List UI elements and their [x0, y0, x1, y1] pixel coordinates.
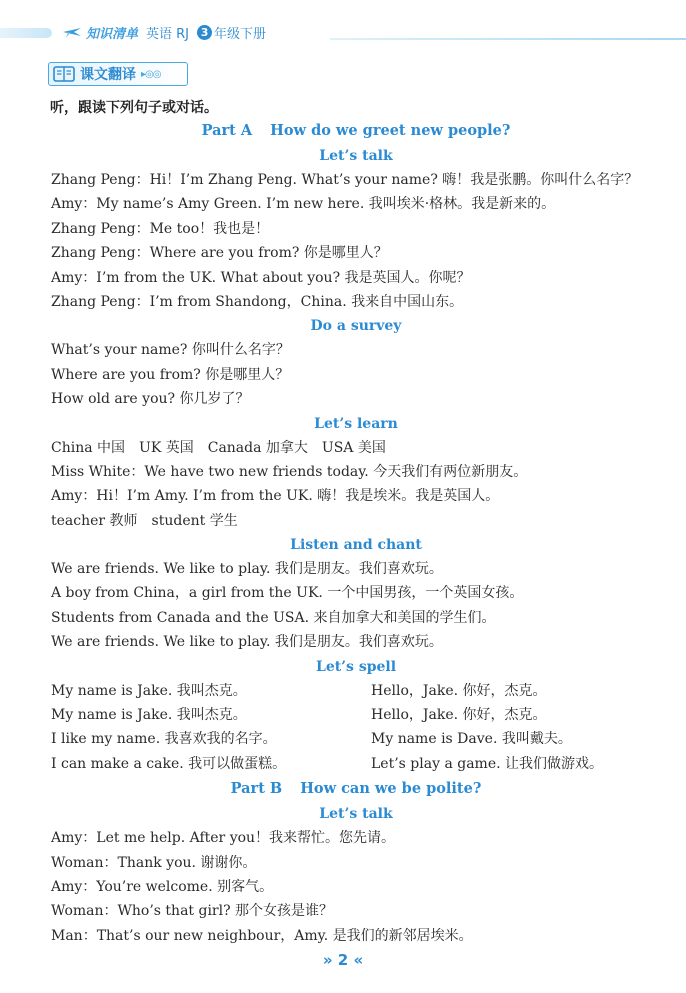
page-footer: [0, 951, 686, 969]
spell-row: [51, 727, 661, 751]
survey-line: What’s your name? 你叫什么名字？: [51, 342, 290, 359]
dialogue-line: Zhang Peng：Me too！我也是！: [51, 220, 270, 237]
learn-line: China 中国 UK 英国 Canada 加拿大 USA 美国: [51, 439, 386, 456]
dialogue-line: Woman：Who’s that girl? 那个女孩是谁？: [51, 903, 334, 920]
page-number: 2: [337, 951, 349, 969]
dialogue-line: Zhang Peng：I’m from Shandong，China. 我来自中国山东。: [51, 293, 464, 310]
dialogue-line: Zhang Peng：Where are you from? 你是哪里人？: [51, 245, 388, 262]
section-heading-lets-spell: Let’s spell: [315, 658, 397, 675]
survey-line: How old are you? 你几岁了？: [51, 391, 250, 408]
learn-line: teacher 教师 student 学生: [51, 512, 238, 529]
section-tag: [48, 62, 188, 86]
survey-line: Where are you from? 你是哪里人？: [51, 366, 290, 383]
dialogue-line: Amy：Let me help. After you！我来帮忙。您先请。: [51, 830, 396, 847]
brand-logo: [62, 23, 138, 42]
spell-row: [51, 703, 661, 727]
dialogue-line: Man：That’s our new neighbour，Amy. 是我们的新邻居埃米。: [51, 927, 473, 944]
learn-line: Miss White：We have two new friends today. 今天我们有两位新朋友。: [51, 463, 528, 480]
play-dots-icon: ▸◎◎: [141, 68, 161, 80]
part-a-heading: [51, 118, 661, 144]
instruction-text: 听，跟读下列句子或对话。: [50, 100, 218, 116]
part-b-label: Part B: [230, 780, 283, 798]
double-chevron-right-icon: »: [322, 951, 333, 969]
part-b-title: How can we be polite?: [300, 780, 482, 798]
dialogue-line: Zhang Peng：Hi！I’m Zhang Peng. What’s your name? 嗨！我是张鹏。你叫什么名字？: [51, 172, 639, 188]
spell-right: Hello，Jake. 你好，杰克。: [371, 707, 547, 724]
chant-line: We are friends. We like to play. 我们是朋友。我们喜欢玩。: [51, 561, 443, 578]
section-heading-lets-talk-b: Let’s talk: [319, 806, 393, 823]
part-b-heading: [51, 776, 661, 802]
spell-right: Let’s play a game. 让我们做游戏。: [371, 755, 604, 772]
section-tag-label: 课文翻译: [80, 67, 136, 83]
header-decoration-line: [330, 38, 686, 40]
section-heading-listen-and-chant: Listen and chant: [290, 537, 422, 554]
dialogue-line: Amy：You’re welcome. 别客气。: [51, 878, 274, 895]
spell-row: [51, 679, 661, 703]
brand-logo-text: 知识清单: [86, 26, 139, 42]
dialogue-line: Woman：Thank you. 谢谢你。: [51, 854, 257, 871]
section-heading-lets-learn: Let’s learn: [314, 415, 398, 432]
dialogue-line: Amy：I’m from the UK. What about you? 我是英国人。你呢？: [51, 269, 471, 286]
double-chevron-left-icon: «: [353, 951, 364, 969]
grade-number-badge: 3: [197, 25, 212, 40]
page-header: [62, 20, 266, 44]
subject-label: 英语 RJ: [146, 26, 190, 42]
spell-right: Hello，Jake. 你好，杰克。: [371, 682, 547, 699]
spell-left: My name is Jake. 我叫杰克。: [51, 682, 247, 699]
dialogue-line: Amy：My name’s Amy Green. I’m new here. 我叫埃米·格林。我是新来的。: [51, 196, 556, 213]
chant-line: A boy from China，a girl from the UK. 一个中国男孩，一个英国女孩。: [51, 585, 524, 602]
spell-left: I like my name. 我喜欢我的名字。: [51, 731, 277, 748]
section-heading-lets-talk-a: Let’s talk: [319, 148, 393, 164]
learn-line: Amy：Hi！I’m Amy. I’m from the UK. 嗨！我是埃米。我是英国人。: [51, 488, 500, 505]
grade-label: 年级下册: [214, 26, 267, 42]
spell-row: [51, 752, 661, 776]
spell-left: I can make a cake. 我可以做蛋糕。: [51, 755, 287, 772]
plane-icon: [62, 23, 82, 41]
chant-line: We are friends. We like to play. 我们是朋友。我们喜欢玩。: [51, 634, 443, 651]
header-decoration-bar: [0, 28, 52, 38]
chant-line: Students from Canada and the USA. 来自加拿大和美国的学生们。: [51, 609, 496, 626]
translation-content: [51, 118, 661, 948]
spell-right: My name is Dave. 我叫戴夫。: [371, 731, 572, 748]
part-a-title: How do we greet new people?: [270, 122, 511, 139]
section-heading-do-a-survey: Do a survey: [310, 318, 402, 335]
part-a-label: Part A: [201, 122, 253, 139]
book-icon: [53, 65, 75, 83]
spell-left: My name is Jake. 我叫杰克。: [51, 707, 247, 724]
